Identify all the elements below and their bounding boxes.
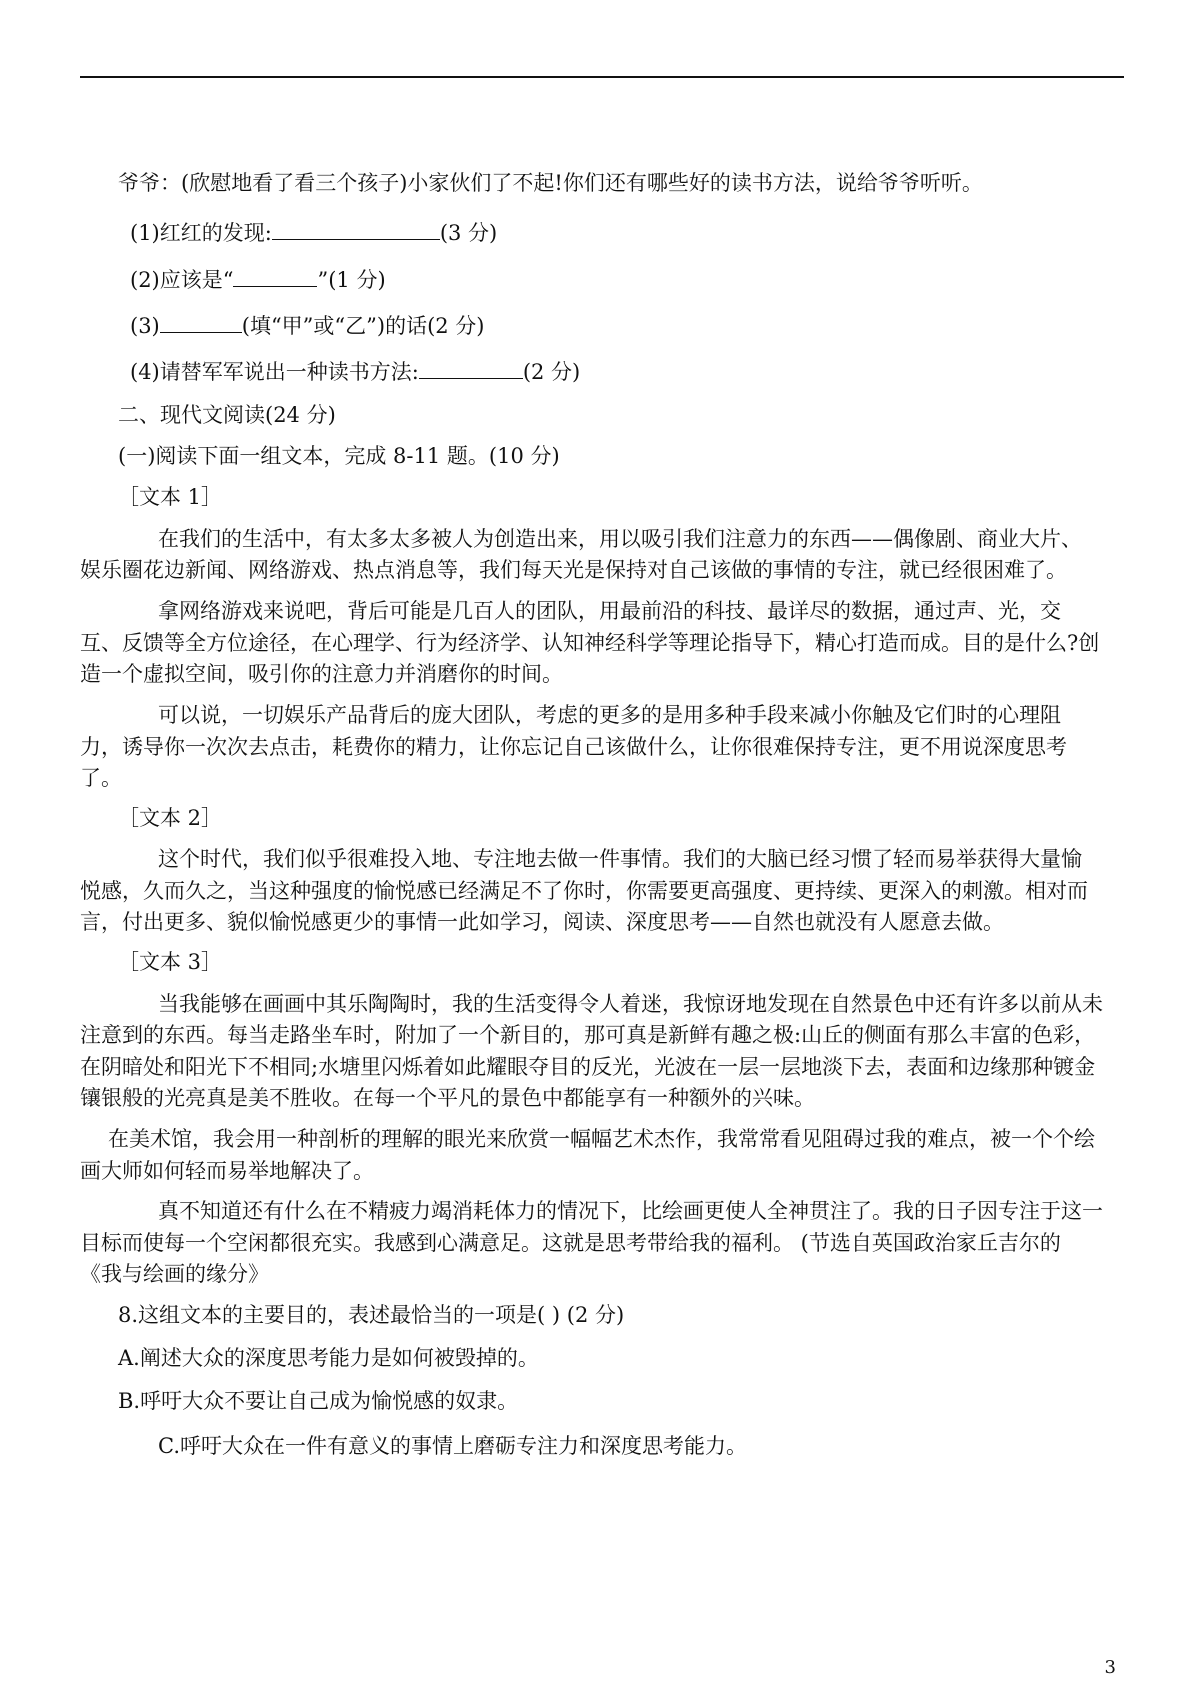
text-3-paragraph-3: 目标而使每一个空闲都很充实。我感到心满意足。这就是思考带给我的福利。 (节选自英国政治家丘吉尔的 — [80, 1231, 1061, 1255]
answer-blank-1[interactable] — [272, 219, 440, 240]
text-3-paragraph-2: 在美术馆，我会用一种剖析的理解的眼光来欣赏一幅幅艺术杰作，我常常看见阻碍过我的难点，被一个个绘 — [108, 1127, 1095, 1151]
question-3-text: (3) — [130, 314, 160, 338]
text-1-paragraph-2: 造一个虚拟空间，吸引你的注意力并消磨你的时间。 — [80, 662, 563, 686]
question-8: 8.这组文本的主要目的，表述最恰当的一项是( ) (2 分) — [118, 1303, 625, 1327]
text-3-paragraph-1: 当我能够在画画中其乐陶陶时，我的生活变得令人着迷，我惊讶地发现在自然景色中还有许多以前从未 — [158, 992, 1103, 1016]
text-3-paragraph-2: 画大师如何轻而易举地解决了。 — [80, 1159, 374, 1183]
question-2-points: ”(1 分) — [317, 268, 386, 292]
question-2 — [130, 265, 386, 295]
question-4-text: (4)请替军军说出一种读书方法: — [130, 360, 419, 384]
text-1-paragraph-3: 力，诱导你一次次去点击，耗费你的精力，让你忘记自己该做什么，让你很难保持专注，更不用说深度思考 — [80, 735, 1067, 759]
text-3-label: ［文本 3］ — [118, 950, 223, 974]
text-1-paragraph-1: 娱乐圈花边新闻、网络游戏、热点消息等，我们每天光是保持对自己该做的事情的专注，就已经很困难了。 — [80, 558, 1067, 582]
answer-blank-4[interactable] — [419, 358, 523, 379]
question-4 — [130, 357, 580, 387]
text-1-paragraph-2: 拿网络游戏来说吧，背后可能是几百人的团队，用最前沿的科技、最详尽的数据，通过声、光，交 — [158, 599, 1061, 623]
text-2-label: ［文本 2］ — [118, 806, 223, 830]
question-8-option-a[interactable]: A.阐述大众的深度思考能力是如何被毁掉的。 — [118, 1346, 539, 1370]
answer-blank-3[interactable] — [160, 312, 242, 333]
header-rule — [80, 76, 1124, 78]
text-1-label: ［文本 1］ — [118, 485, 223, 509]
section-heading: 二、现代文阅读(24 分) — [118, 403, 336, 427]
question-1 — [130, 218, 497, 248]
text-1-paragraph-2: 互、反馈等全方位途径，在心理学、行为经济学、认知神经科学等理论指导下，精心打造而成。目的是什么?创 — [80, 631, 1100, 655]
subsection-heading: (一)阅读下面一组文本，完成 8-11 题。(10 分) — [118, 444, 560, 468]
question-8-option-c[interactable]: C.呼吁大众在一件有意义的事情上磨砺专注力和深度思考能力。 — [158, 1434, 747, 1458]
text-2-paragraph-1: 言，付出更多、貌似愉悦感更少的事情一此如学习，阅读、深度思考——自然也就没有人愿意去做。 — [80, 910, 1004, 934]
question-3 — [130, 311, 485, 341]
question-2-text: (2)应该是“ — [130, 268, 234, 292]
text-3-paragraph-3: 真不知道还有什么在不精疲力竭消耗体力的情况下，比绘画更使人全神贯注了。我的日子因专注于这一 — [158, 1199, 1103, 1223]
text-2-paragraph-1: 这个时代，我们似乎很难投入地、专注地去做一件事情。我们的大脑已经习惯了轻而易举获得大量愉 — [158, 847, 1082, 871]
text-2-paragraph-1: 悦感，久而久之，当这种强度的愉悦感已经满足不了你时，你需要更高强度、更持续、更深入的刺激。相对而 — [80, 879, 1088, 903]
text-3-paragraph-1: 在阴暗处和阳光下不相同;水塘里闪烁着如此耀眼夺目的反光，光波在一层一层地淡下去，表面和边缘那种镀金 — [80, 1055, 1096, 1079]
text-1-paragraph-1: 在我们的生活中，有太多太多被人为创造出来，用以吸引我们注意力的东西——偶像剧、商业大片、 — [158, 527, 1082, 551]
question-1-text: (1)红红的发现: — [130, 221, 272, 245]
text-1-paragraph-3: 了。 — [80, 766, 122, 790]
answer-blank-2[interactable] — [233, 266, 317, 287]
question-3-points: (填“甲”或“乙”)的话(2 分) — [241, 314, 485, 338]
text-3-paragraph-3: 《我与绘画的缘分》 — [80, 1262, 269, 1286]
text-1-paragraph-3: 可以说，一切娱乐产品背后的庞大团队，考虑的更多的是用多种手段来减小你触及它们时的心理阻 — [158, 703, 1061, 727]
page-number: 3 — [1104, 1657, 1116, 1678]
text-3-paragraph-1: 镶银般的光亮真是美不胜收。在每一个平凡的景色中都能享有一种额外的兴味。 — [80, 1086, 815, 1110]
dialogue-line: 爷爷：(欣慰地看了看三个孩子)小家伙们了不起!你们还有哪些好的读书方法，说给爷爷听听。 — [118, 171, 983, 195]
question-4-points: (2 分) — [522, 360, 581, 384]
question-1-points: (3 分) — [439, 221, 498, 245]
question-8-option-b[interactable]: B.呼吁大众不要让自己成为愉悦感的奴隶。 — [118, 1389, 519, 1413]
text-3-paragraph-1: 注意到的东西。每当走路坐车时，附加了一个新目的，那可真是新鲜有趣之极:山丘的侧面有那么丰富的色彩， — [80, 1023, 1096, 1047]
